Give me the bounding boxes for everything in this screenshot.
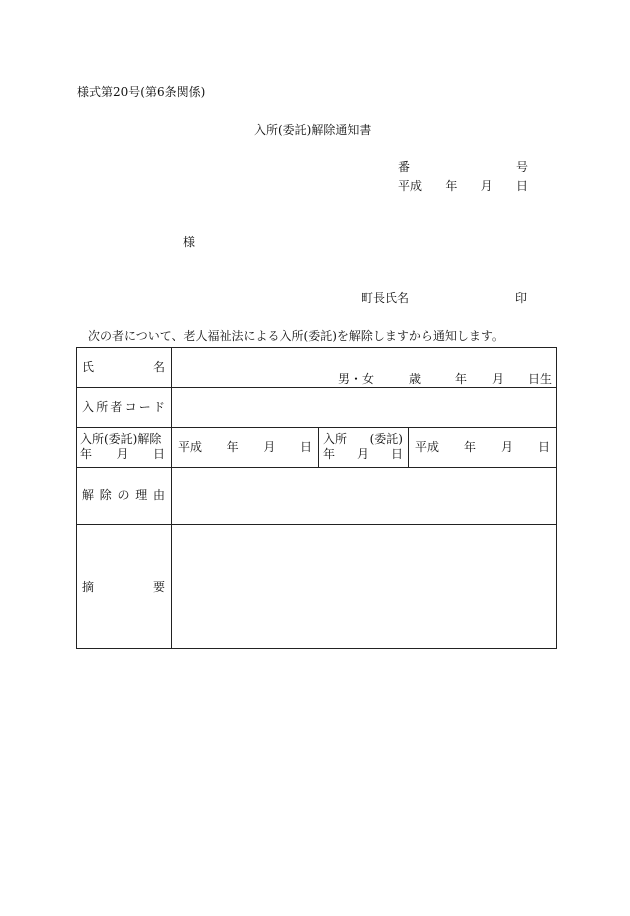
label-char: 年 [323,447,336,461]
label-char: 解 [82,488,95,502]
day: 日 [299,440,312,454]
reason-label [82,488,165,502]
sex-field: 男・女 [338,372,375,386]
label-char: 理 [135,488,148,502]
birth-day: 日生 [528,372,553,386]
label-char: 所 [96,400,109,414]
label-char: 月 [116,447,129,461]
code-label [82,400,165,414]
label-char: 者 [110,400,123,414]
label-char: コ [124,400,137,414]
age-field: 歳 [409,372,422,386]
era: 平成 [178,440,203,454]
month: 月 [500,440,513,454]
addressee-suffix: 様 [183,235,196,249]
label-char: 摘 [82,580,95,594]
admission-ymd-label [323,447,403,461]
label-char: 由 [152,488,165,502]
year: 年 [445,179,458,193]
day: 日 [515,179,528,193]
mayor-label: 町長氏名 [361,291,410,305]
document-title: 入所(委託)解除通知書 [254,123,372,137]
day: 日 [537,440,550,454]
summary-label [82,580,165,594]
admission-label [323,432,403,446]
release-ymd-label [80,447,165,461]
year: 年 [463,440,476,454]
number-label-1: 番 [398,160,411,174]
name-label [82,360,165,374]
release-date-field [178,440,312,454]
label-char: ー [138,400,151,414]
number-label-2: 号 [516,160,529,174]
label-char: 日 [152,447,165,461]
label-char: 名 [152,360,165,374]
label-char: 除 [99,488,112,502]
birth-month: 月 [492,372,505,386]
date-line [398,179,528,193]
label-char: 月 [356,447,369,461]
year: 年 [226,440,239,454]
era: 平成 [415,440,440,454]
intro-text: 次の者について、老人福祉法による入所(委託)を解除しますから通知します。 [88,329,504,343]
month: 月 [263,440,276,454]
label-char: 年 [80,447,93,461]
label-part: 入所 [323,432,348,446]
month: 月 [480,179,493,193]
release-date-label: 入所(委託)解除 [80,432,162,446]
label-part: (委託) [369,432,403,446]
birth-year: 年 [455,372,468,386]
label-char: の [117,488,130,502]
seal-label: 印 [515,291,528,305]
label-char: ド [152,400,165,414]
label-char: 氏 [82,360,95,374]
label-char: 要 [152,580,165,594]
label-char: 入 [82,400,95,414]
label-char: 日 [390,447,403,461]
admission-date-field [415,440,550,454]
form-number: 様式第20号(第6条関係) [77,85,206,99]
era: 平成 [398,179,423,193]
